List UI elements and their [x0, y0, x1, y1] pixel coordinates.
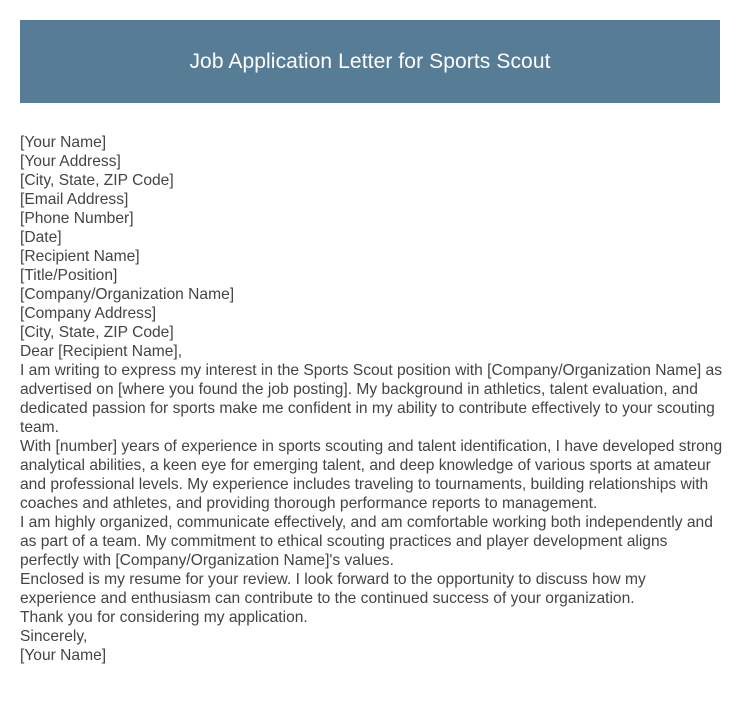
- recipient-company: [Company/Organization Name]: [20, 286, 235, 303]
- page-title: Job Application Letter for Sports Scout: [189, 49, 551, 73]
- recipient-name: [Recipient Name]: [20, 248, 140, 265]
- salutation: Dear [Recipient Name],: [20, 343, 183, 360]
- recipient-address: [Company Address]: [20, 305, 157, 322]
- recipient-title: [Title/Position]: [20, 267, 118, 284]
- letter-body: [20, 133, 725, 665]
- letter-date: [Date]: [20, 229, 62, 246]
- sender-phone: [Phone Number]: [20, 210, 134, 227]
- sender-address: [Your Address]: [20, 153, 121, 170]
- sender-name: [Your Name]: [20, 134, 107, 151]
- signature: [Your Name]: [20, 647, 107, 664]
- paragraph-experience: With [number] years of experience in sports scouting and talent identification, I have developed strong analytical abilities, a keen eye for emerging talent, and deep knowledge of various sports at amateur and professional levels. My experience includes traveling to tournaments, building relationships with coaches and athletes, and providing thorough performance reports to management.: [20, 438, 723, 512]
- paragraph-enclosure: Enclosed is my resume for your review. I look forward to the opportunity to discuss how my experience and enthusiasm can contribute to the continued success of your organization.: [20, 571, 646, 607]
- sender-email: [Email Address]: [20, 191, 129, 208]
- paragraph-skills: I am highly organized, communicate effectively, and am comfortable working both independently and as part of a team. My commitment to ethical scouting practices and player development aligns perfectly with [Company/Organization Name]'s values.: [20, 514, 713, 569]
- paragraph-intro: I am writing to express my interest in the Sports Scout position with [Company/Organization Name] as advertised on [where you found the job posting]. My background in athletics, talent evaluation, and dedicated passion for sports make me confident in my ability to contribute effectively to your scouting team.: [20, 362, 723, 436]
- recipient-city-state-zip: [City, State, ZIP Code]: [20, 324, 174, 341]
- paragraph-thanks: Thank you for considering my application.: [20, 609, 308, 626]
- page-header: [20, 20, 720, 103]
- closing: Sincerely,: [20, 628, 88, 645]
- sender-city-state-zip: [City, State, ZIP Code]: [20, 172, 174, 189]
